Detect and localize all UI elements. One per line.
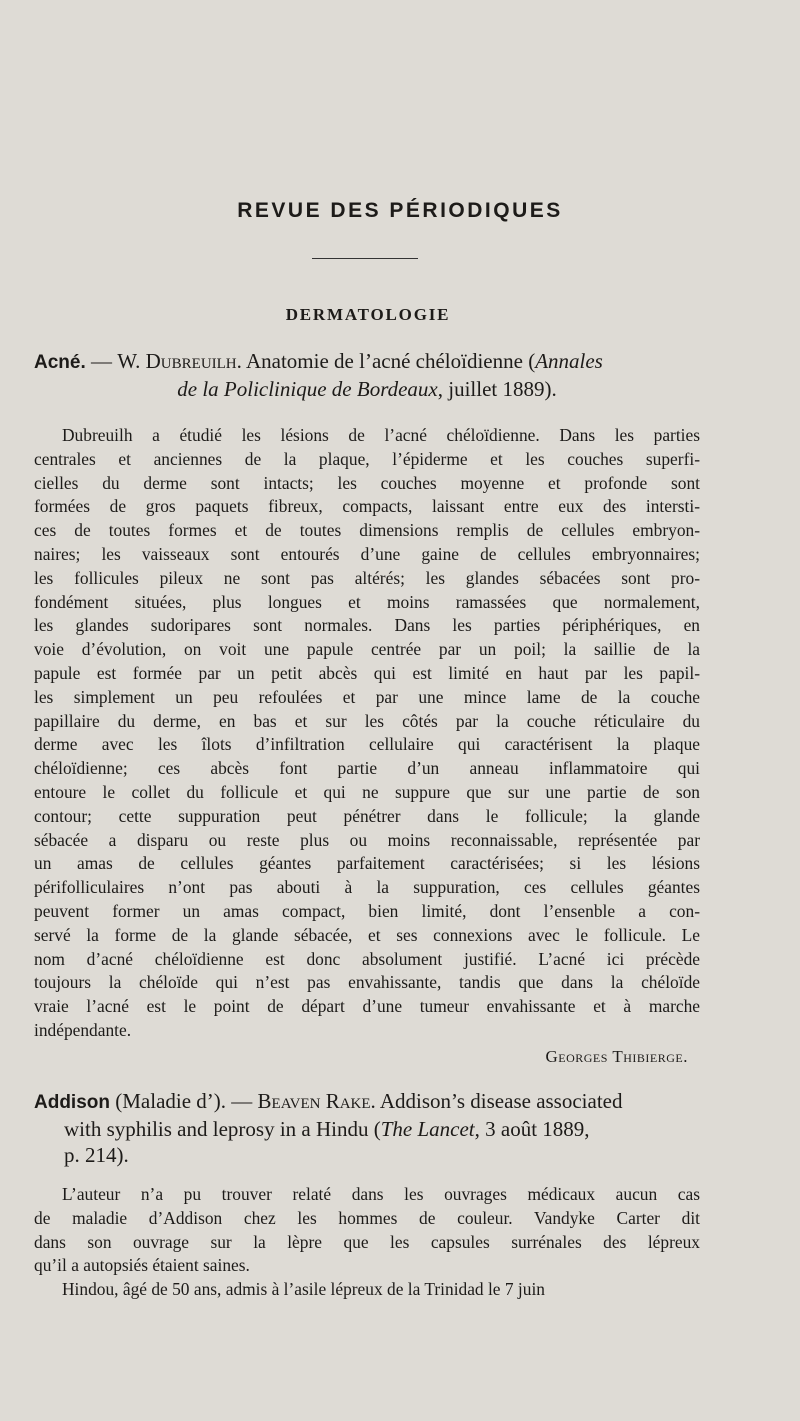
entry-dash: — bbox=[226, 1089, 258, 1113]
text-line: périfolliculaires n’ont pas abouti à la suppuration, ces cellules géantes bbox=[34, 877, 700, 898]
entry-author: W. Dubreuilh. bbox=[117, 349, 242, 373]
text-line: entoure le collet du follicule et qui ne suppure que sur une partie de son bbox=[34, 781, 700, 802]
text-line: formées de gros paquets fibreux, compacts, laissant entre eux des intersti- bbox=[34, 496, 700, 517]
text-line: qu’il a autopsiés étaient saines. bbox=[34, 1255, 250, 1276]
subsection-title: DERMATOLOGIE bbox=[285, 305, 451, 324]
entry-heading-line-2 bbox=[34, 376, 700, 402]
signature: Georges Thibierge. bbox=[545, 1047, 688, 1066]
text-line: les glandes sudoripares sont normales. Dans les parties périphériques, en bbox=[34, 615, 700, 636]
text-line: les simplement un peu refoulées et par une mince lame de la couche bbox=[34, 686, 700, 707]
entry-author: Beaven Rake. bbox=[257, 1089, 376, 1113]
text-line: fondément situées, plus longues et moins ramassées que normalement, bbox=[34, 591, 700, 612]
text-line: vraie l’acné est le point de départ d’une tumeur envahissante et à marche bbox=[34, 996, 700, 1017]
entry-dash: — bbox=[85, 349, 118, 373]
text-line: papule est formée par un petit abcès qui est limité en haut par les papil- bbox=[34, 662, 700, 683]
text-line: servé la forme de la glande sébacée, et ses connexions avec le follicule. Le bbox=[34, 924, 700, 945]
text-line: sébacée a disparu ou reste plus ou moins reconnaissable, représentée par bbox=[34, 829, 700, 850]
text-line: voie d’évolution, on voit une papule centrée par un poil; la saillie de la bbox=[34, 639, 700, 660]
text-line: Hindou, âgé de 50 ans, admis à l’asile lépreux de la Trinidad le 7 juin bbox=[62, 1279, 545, 1300]
text-line: contour; cette suppuration peut pénétrer dans le follicule; la glande bbox=[34, 805, 700, 826]
entry-lead-plain: (Maladie d’). bbox=[110, 1089, 227, 1113]
entry-journal: Annales bbox=[535, 349, 603, 373]
entry-title-cont: with syphilis and leprosy in a Hindu ( bbox=[64, 1117, 381, 1141]
text-line: Dubreuilh a étudié les lésions de l’acné chéloïdienne. Dans les parties bbox=[62, 425, 700, 445]
entry-heading-line-2 bbox=[34, 1116, 700, 1142]
entry-heading-line-3 bbox=[34, 1142, 700, 1168]
entry-journal: The Lancet bbox=[380, 1117, 475, 1141]
entry-lead: Acné. bbox=[34, 352, 86, 373]
entry-heading-acne bbox=[34, 348, 700, 402]
entry-date: , juillet 1889). bbox=[437, 377, 557, 401]
entry-heading-addison bbox=[34, 1088, 700, 1168]
entry-heading-line-1 bbox=[34, 1088, 700, 1116]
text-line: papillaire du derme, en bas et sur les côtés par la couche réticulaire du bbox=[34, 710, 700, 731]
entry-heading-line-1 bbox=[34, 348, 700, 376]
text-line: derme avec les îlots d’infiltration cellulaire qui caractérisent la plaque bbox=[34, 734, 700, 755]
entry-title: Anatomie de l’acné chéloïdienne ( bbox=[241, 349, 536, 373]
text-line: L’auteur n’a pu trouver relaté dans les ouvrages médicaux aucun cas bbox=[62, 1184, 700, 1204]
section-title: REVUE DES PÉRIODIQUES bbox=[237, 199, 563, 222]
text-line: ces de toutes formes et de toutes dimensions remplis de cellules embryon- bbox=[34, 520, 700, 541]
text-line: un amas de cellules géantes parfaitement caractérisées; si les lésions bbox=[34, 853, 700, 874]
text-line: les follicules pileux ne sont pas altérés; les glandes sébacées sont pro- bbox=[34, 567, 700, 588]
text-line: dans son ouvrage sur la lèpre que les capsules surrénales des lépreux bbox=[34, 1231, 700, 1252]
entry-body-addison bbox=[34, 1183, 700, 1302]
entry-date: , 3 août 1889, bbox=[474, 1117, 590, 1141]
entry-body-acne bbox=[34, 424, 700, 1043]
text-line: toujours la chéloïde qui n’est pas envahissante, tandis que dans la chéloïde bbox=[34, 972, 700, 993]
text-line: centrales et anciennes de la plaque, l’épiderme et les couches superfi- bbox=[34, 448, 700, 469]
title-divider bbox=[312, 258, 418, 259]
text-line: cielles du derme sont intacts; les couches moyenne et profonde sont bbox=[34, 472, 700, 493]
text-line: indépendante. bbox=[34, 1019, 132, 1040]
entry-page-ref: p. 214). bbox=[64, 1143, 129, 1167]
text-line: peuvent former un amas compact, bien limité, dont l’ensenble a con- bbox=[34, 900, 700, 921]
text-line: naires; les vaisseaux sont entourés d’une gaine de cellules embryonnaires; bbox=[34, 543, 700, 564]
entry-title: Addison’s disease associated bbox=[375, 1089, 623, 1113]
entry-lead: Addison bbox=[34, 1092, 110, 1113]
text-line: chéloïdienne; ces abcès font partie d’un anneau inflammatoire qui bbox=[34, 758, 700, 779]
text-line: de maladie d’Addison chez les hommes de couleur. Vandyke Carter dit bbox=[34, 1207, 700, 1228]
entry-journal-cont: de la Policlinique de Bordeaux bbox=[177, 377, 438, 401]
text-line: nom d’acné chéloïdienne est donc absolument justifié. L’acné ici précède bbox=[34, 948, 700, 969]
